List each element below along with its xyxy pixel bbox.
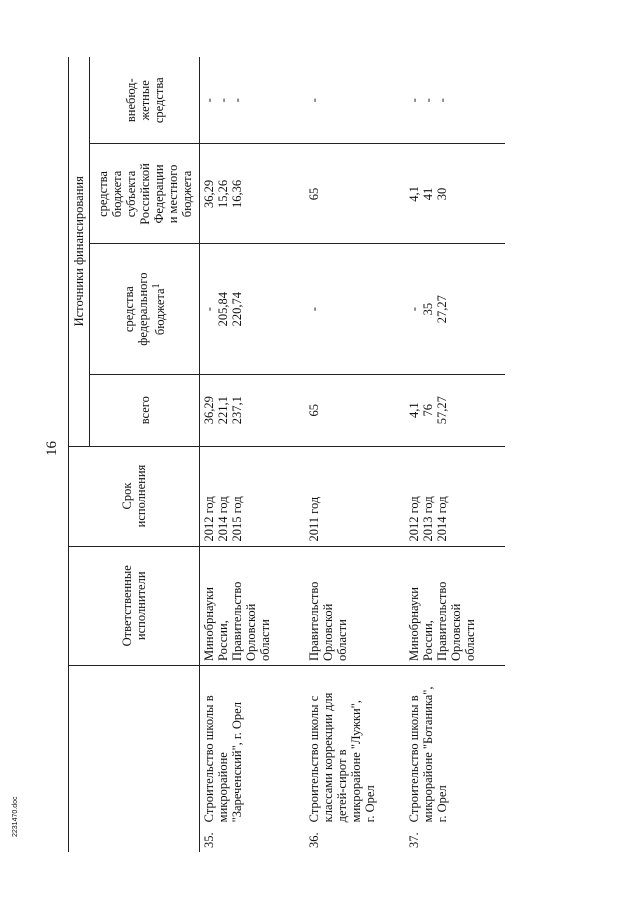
row-regional: 36,29 15,26 16,36 xyxy=(200,144,305,244)
row-number: 37. xyxy=(406,832,421,848)
row-regional: 4,1 41 30 xyxy=(405,144,505,244)
table-row xyxy=(200,57,305,852)
header-federal: средства федерального бюджета$^1$ xyxy=(90,244,200,374)
row-extrabudget: - xyxy=(306,98,321,103)
financing-table xyxy=(68,57,505,852)
header-deadline: Срок исполнения xyxy=(69,446,200,546)
row-total: 36,29 221,1 237,1 xyxy=(200,374,305,446)
federal-footnote: 1 xyxy=(150,283,162,289)
rotated-table-area xyxy=(44,57,550,852)
row-regional: 65 xyxy=(305,144,405,244)
page-number: 16 xyxy=(44,441,60,456)
header-name-col xyxy=(69,666,200,852)
row-federal: - 205,84 220,74 xyxy=(200,244,305,374)
row-name: Строительство школы в микрорайоне "Зареченский", г. Орел xyxy=(200,666,305,827)
header-regional: средства бюджета субъекта Российской Федерации и местного бюджета xyxy=(90,144,200,244)
header-extrabudget: внебюд- жетные средства xyxy=(90,57,200,144)
table-row xyxy=(405,57,505,852)
row-federal: - 35 27,27 xyxy=(405,244,505,374)
row-number: 35. xyxy=(202,832,216,848)
row-deadline: 2011 год xyxy=(305,446,405,546)
row-name: Строительство школы с классами коррекции для детей-сирот в микрорайоне "Лужки", г. Орел xyxy=(305,666,405,827)
row-executors: Минобрнауки России, Правительство Орловской области xyxy=(405,546,505,666)
row-extrabudget: - - - xyxy=(202,98,244,103)
row-name: Строительство школы в микрорайоне "Ботаника", г. Орел xyxy=(405,666,505,827)
document-code: 2231470.doc xyxy=(12,796,19,837)
table-row xyxy=(305,57,405,852)
row-deadline: 2012 год 2013 год 2014 год xyxy=(405,446,505,546)
row-total: 4,1 76 57,27 xyxy=(405,374,505,446)
row-number: 36. xyxy=(306,832,321,848)
row-executors: Правительство Орловской области xyxy=(305,546,405,666)
header-financing-group: Источники финансирования xyxy=(69,57,90,446)
header-executors: Ответственные исполнители xyxy=(69,546,200,666)
row-extrabudget: - - - xyxy=(406,98,449,103)
row-total: 65 xyxy=(305,374,405,446)
row-federal: - xyxy=(305,244,405,374)
header-total: всего xyxy=(90,374,200,446)
row-deadline: 2012 год 2014 год 2015 год xyxy=(200,446,305,546)
row-executors: Минобрнауки России, Правительство Орловской области xyxy=(200,546,305,666)
